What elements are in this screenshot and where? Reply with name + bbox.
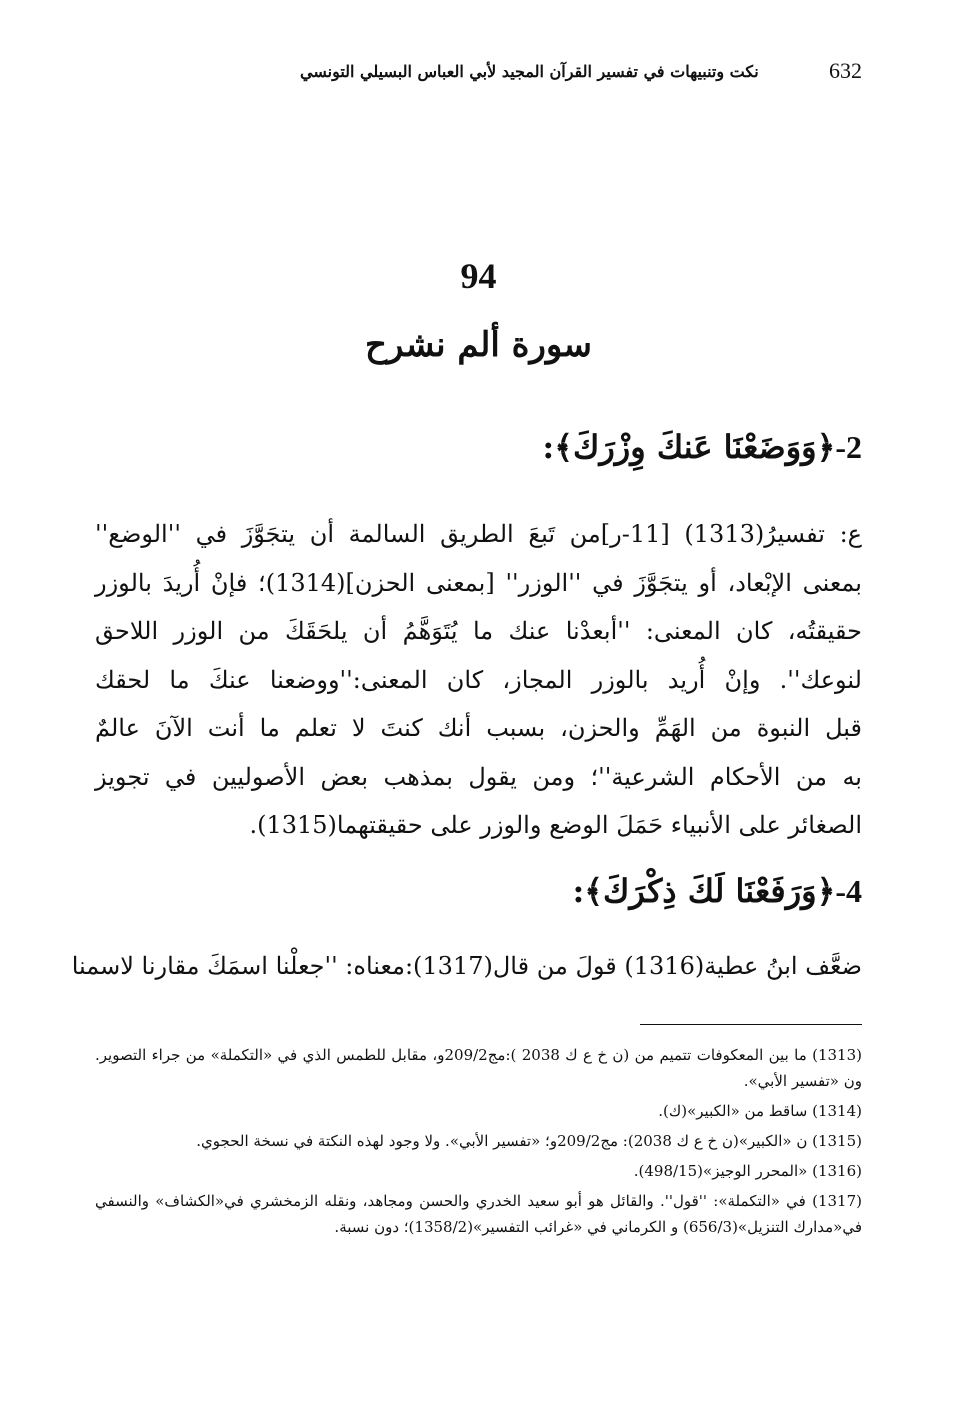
text-line: قبل النبوة من الهَمِّ والحزن، بسبب أنك كنتَ لا تعلم ما أنت الآنَ عالمٌ <box>95 714 862 742</box>
page-header <box>300 52 862 92</box>
footnotes <box>95 1042 862 1244</box>
text-line: به من الأحكام الشرعية''؛ ومن يقول بمذهب بعض الأصوليين في تجويز <box>95 762 862 791</box>
verse-heading-2 <box>480 428 862 466</box>
verse-text: ﴿وَوَضَعْنَا عَنكَ وِزْرَكَ﴾: <box>542 428 836 466</box>
footnote-divider <box>640 1024 862 1025</box>
text-line: ع: تفسيرُ(1313) [11-ر]من تَبعَ الطريق السالمة أن يتجَوَّزَ في ''الوضع'' <box>95 520 862 548</box>
footnote: (1317) في «التكملة»: ''قول''. والقائل هو أبو سعيد الخدري والحسن ومجاهد، ونقله الزمخشري في«الكشاف» والنسفي في«مدارك التنزيل»(656/3) و الكرماني في «غرائب التفسير»(1358/2)؛ دون نسبة. <box>95 1192 862 1236</box>
verse-text: ﴿وَرَفَعْنَا لَكَ ذِكْرَكَ﴾: <box>572 872 836 910</box>
footnote: (1313) ما بين المعكوفات تتميم من (ن خ ع ك 2038 ):مج209/2و، مقابل للطمس الذي في «التكملة» من جراء التصوير. ون «تفسير الأبي». <box>95 1046 862 1090</box>
footnote: (1316) «المحرر الوجيز»(498/15). <box>633 1162 862 1180</box>
page-number: 632 <box>829 58 862 83</box>
text-line: حقيقتُه، كان المعنى: ''أبعدْنا عنك ما يُتَوَهَّمُ أن يلحَقَكَ من الوزر اللاحق <box>95 617 862 645</box>
verse-heading-4 <box>480 872 862 910</box>
verse-number: 2- <box>835 429 862 465</box>
footnote: (1314) ساقط من «الكبير»(ك). <box>658 1102 862 1120</box>
text-line: لنوعك''. وإنْ أُريد بالوزر المجاز، كان المعنى:''ووضعنا عنكَ ما لحقك <box>95 665 862 694</box>
surah-number: 94 <box>460 256 497 296</box>
commentary-paragraph-2 <box>71 942 862 991</box>
surah-title: سورة ألم نشرح <box>365 325 592 365</box>
commentary-paragraph-1 <box>95 510 862 850</box>
verse-number: 4- <box>835 873 862 909</box>
text-line: بمعنى الإبْعاد، أو يتجَوَّزَ في ''الوزر'' [بمعنى الحزن](1314)؛ فإنْ أُريدَ بالوزر <box>95 568 862 597</box>
running-title: نكت وتنبيهات في تفسير القرآن المجيد لأبي العباس البسيلي التونسي <box>300 62 759 81</box>
text-line: ضعَّف ابنُ عطية(1316) قولَ من قال(1317):معناه: ''جعلْنا اسمَكَ مقارنا لاسمنا <box>71 952 862 980</box>
text-line: الصغائر على الأنبياء حَمَلَ الوضع والوزر على حقيقتهما(1315). <box>249 811 862 839</box>
footnote: (1315) ن «الكبير»(ن خ ع ك 2038): مج209/2و؛ «تفسير الأبي». ولا وجود لهذه النكتة في نسخة الحجوي. <box>196 1132 862 1150</box>
